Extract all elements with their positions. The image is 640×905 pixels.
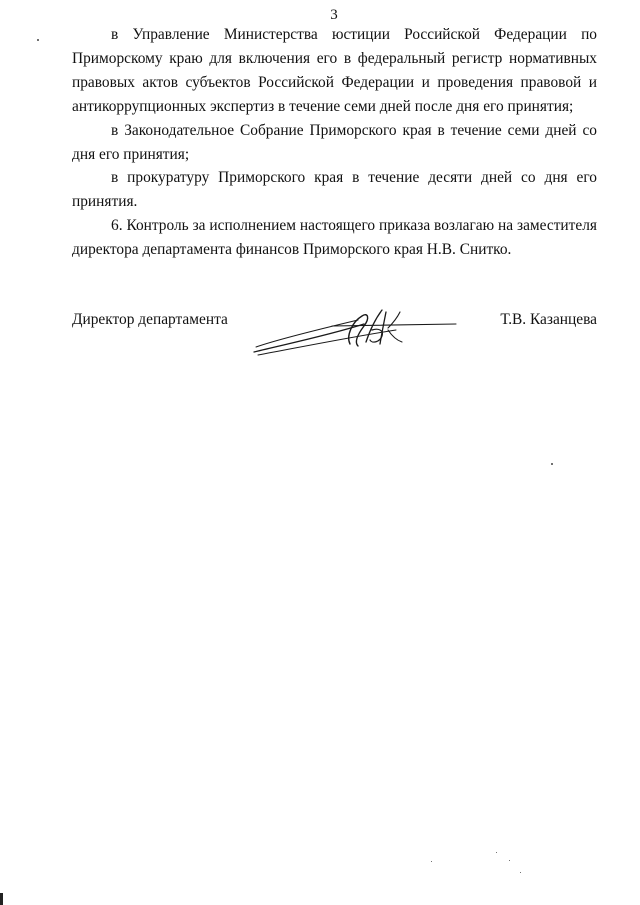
document-body (72, 23, 597, 262)
scan-edge-mark (0, 893, 3, 905)
paragraph-prosecutor-office: в прокуратуру Приморского края в течение десяти дней со дня его принятия. (72, 169, 597, 211)
page-number: 3 (330, 7, 338, 23)
scan-speck (37, 39, 39, 41)
paragraph-legislative-assembly: в Законодательное Собрание Приморского края в течение семи дней со дня его принятия; (72, 121, 597, 163)
scan-speck (509, 860, 510, 861)
paragraph-control-clause: 6. Контроль за исполнением настоящего приказа возлагаю на заместителя директора департамента финансов Приморского края Н.В. Снитко. (72, 217, 597, 259)
paragraph-ministry-of-justice: в Управление Министерства юстиции Российской Федерации по Приморскому краю для включения его в федеральный регистр нормативных правовых актов субъектов Российской Федерации и проведения правовой и антикоррупционных экспертиз в течение семи дней после дня его принятия; (72, 26, 597, 115)
scan-speck (551, 463, 553, 465)
signatory-name: Т.В. Казанцева (500, 311, 597, 328)
signatory-title: Директор департамента (72, 311, 228, 328)
scan-speck (431, 861, 432, 862)
scan-speck (496, 852, 497, 853)
scan-speck (520, 872, 521, 873)
handwritten-signature (246, 300, 466, 366)
